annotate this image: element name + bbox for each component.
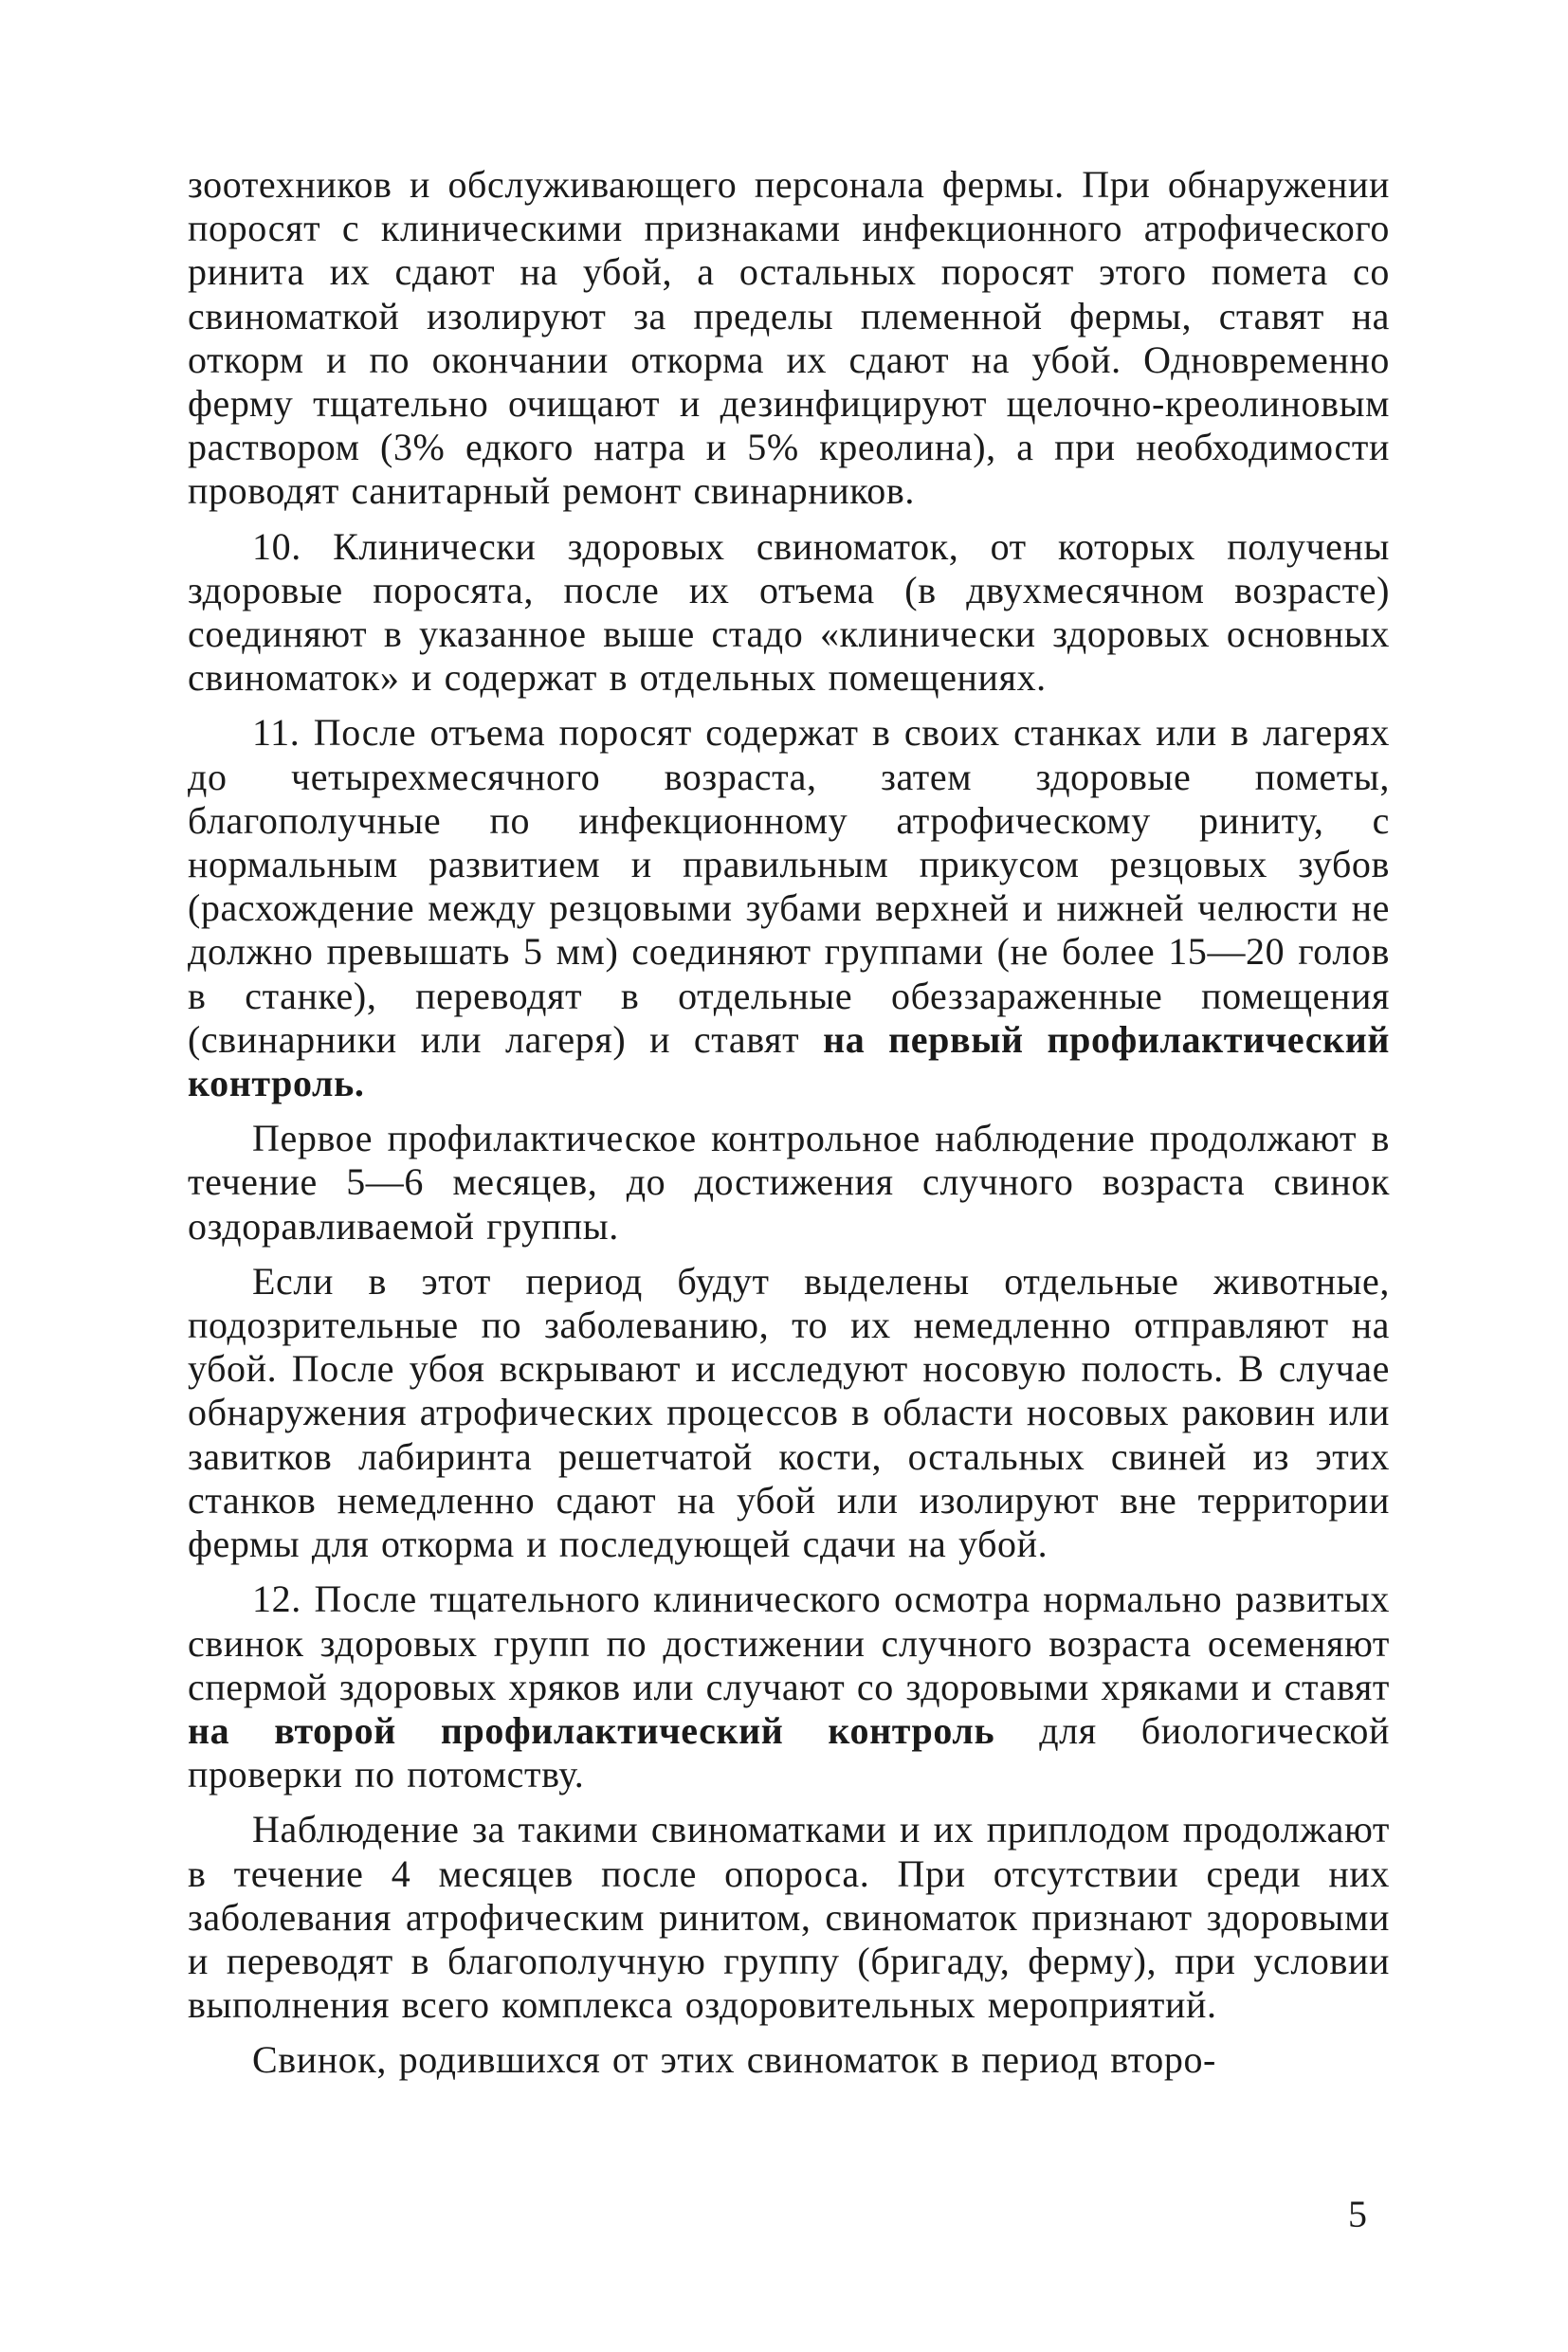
page-number: 5 — [1348, 2193, 1367, 2235]
paragraph-first-observation: Первое профилактическое контрольное наблюдение продолжают в течение 5—6 месяцев, до достижения случного возраста свинок оздоравливаемой группы. — [188, 1117, 1390, 1248]
paragraph-sow-observation: Наблюдение за такими свиноматками и их приплодом продолжают в течение 4 месяцев после опороса. При отсутствии среди них заболевания атрофическим ринитом, свиноматок признают здоровыми и переводят в благополучную группу (бригаду, ферму), при условии выполнения всего комплекса оздоровительных мероприятий. — [188, 1808, 1390, 2027]
first-control-emphasis: на первый профилактический контроль. — [188, 1017, 1390, 1105]
paragraph-suspect-animals: Если в этот период будут выделены отдельные животные, подозрительные по заболеванию, то их немедленно отправляют на убой. После убоя вскрывают и исследуют носовую полость. В случае обнаружения атрофических процессов в области носовых раковин или завитков лабиринта решетчатой кости, остальных свиней из этих станков немедленно сдают на убой или изолируют вне территории фермы для откорма и последующей сдачи на убой. — [188, 1259, 1390, 1566]
paragraph-item-12-text: 12. После тщательного клинического осмотра нормально развитых свинок здоровых групп по достижении случного возраста осеменяют спермой здоровых хряков или случают со здоровыми хряками и ставят — [188, 1577, 1390, 1708]
page-body — [188, 163, 1390, 2083]
paragraph-item-11 — [188, 711, 1390, 1105]
paragraph-last-line: Свинок, родившихся от этих свиноматок в период второ- — [252, 2038, 1216, 2082]
paragraph-continuation: зоотехников и обслуживающего персонала фермы. При обнаружении поросят с клиническими признаками инфекционного атрофического ринита их сдают на убой, а остальных поросят этого помета со свиноматкой изолируют за пределы племенной фермы, ставят на откорм и по окончании откорма их сдают на убой. Одновременно ферму тщательно очищают и дезинфицируют щелочно-креолиновым раствором (3% едкого натра и 5% креолина), а при необходимости проводят санитарный ремонт свинарников. — [188, 163, 1390, 513]
paragraph-item-12 — [188, 1577, 1390, 1796]
second-control-emphasis: на второй профилактический контроль — [188, 1708, 995, 1752]
paragraph-item-11-text: 11. После отъема поросят содержат в своих станках или в лагерях до четырехмесячного возраста, затем здоровые пометы, благополучные по инфекционному атрофическому риниту, с нормальным развитием и правильным прикусом резцовых зубов (расхождение между резцовыми зубами верхней и нижней челюсти не должно превышать 5 мм) соединяют группами (не более 15—20 голов в станке), переводят в отдельные обеззараженные помещения (свинарники или лагеря) и ставят — [188, 711, 1390, 1061]
paragraph-item-10: 10. Клинически здоровых свиноматок, от которых получены здоровые поросята, после их отъема (в двухмесячном возрасте) соединяют в указанное выше стадо «клинически здоровых основных свиноматок» и содержат в отдельных помещениях. — [188, 524, 1390, 700]
paragraph-item-12-tail: для биологической проверки по потомству. — [188, 1708, 1390, 1796]
